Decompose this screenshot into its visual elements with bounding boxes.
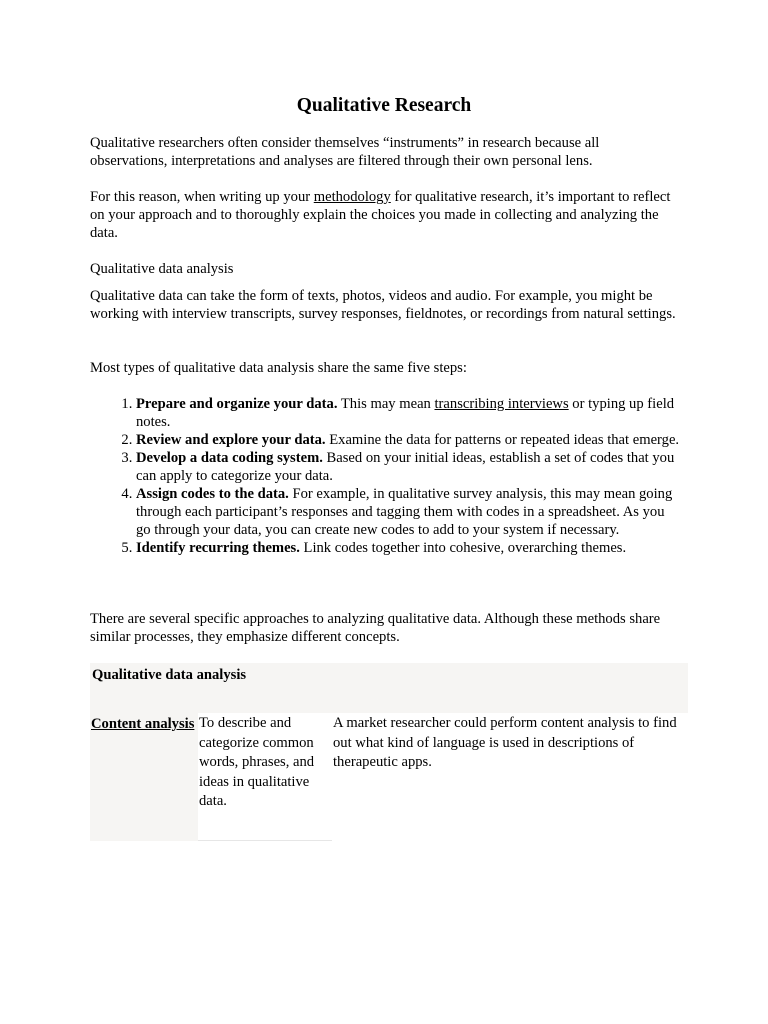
methodology-text-before: For this reason, when writing up your	[90, 189, 314, 205]
list-item	[136, 449, 680, 485]
step-title: Identify recurring themes.	[136, 540, 300, 556]
table-row	[90, 713, 688, 843]
example-cell: A market researcher could perform content analysis to find out what kind of language is used in descriptions of therapeutic apps.	[333, 715, 677, 770]
steps-intro: Most types of qualitative data analysis share the same five steps:	[90, 360, 467, 376]
step-text: Link codes together into cohesive, overarching themes.	[299, 540, 627, 556]
list-item	[136, 431, 680, 449]
methodology-paragraph	[90, 188, 680, 242]
approach-cell: Content analysis	[90, 713, 198, 841]
step-text: Based on your initial ideas, establish a set of codes that you can apply to categorize your data.	[136, 450, 675, 484]
step-title: Prepare and organize your data.	[136, 396, 338, 412]
list-item	[136, 395, 680, 431]
step-text: Examine the data for patterns or repeated ideas that emerge.	[325, 432, 680, 448]
data-forms-paragraph: Qualitative data can take the form of texts, photos, videos and audio. For example, you might be working with interview transcripts, survey responses, fieldnotes, or recordings from natural settings.	[90, 288, 676, 322]
step-text: or typing up field notes.	[136, 396, 675, 430]
step-title: Develop a data coding system.	[136, 450, 323, 466]
step-text: For example, in qualitative survey analysis, this may mean going through each participant’s responses and tagging them with codes in a spreadsheet. As you go through your data, you can create new codes to add to your system if necessary.	[136, 486, 673, 538]
description-cell: To describe and categorize common words, phrases, and ideas in qualitative data.	[198, 713, 332, 841]
table-header: Qualitative data analysis	[90, 663, 688, 713]
methodology-text-after: for qualitative research, it’s important to reflect on your approach and to thoroughly explain the choices you made in collecting and analyzing the data.	[90, 189, 671, 241]
section-heading: Qualitative data analysis	[90, 261, 234, 277]
methodology-link[interactable]: methodology	[313, 189, 391, 205]
intro-paragraph: Qualitative researchers often consider themselves “instruments” in research because all observations, interpretations and analyses are filtered through their own personal lens.	[90, 135, 600, 169]
approaches-paragraph: There are several specific approaches to analyzing qualitative data. Although these methods share similar processes, they emphasize different concepts.	[90, 611, 661, 645]
page-title: Qualitative Research	[296, 95, 472, 116]
list-item	[136, 485, 680, 539]
steps-list	[90, 395, 680, 557]
step-title: Review and explore your data.	[136, 432, 326, 448]
list-item	[136, 539, 680, 557]
step-text: This may mean	[337, 396, 435, 412]
step-title: Assign codes to the data.	[136, 486, 289, 502]
transcribing-interviews-link[interactable]: transcribing interviews	[434, 396, 569, 412]
analysis-table	[90, 663, 688, 843]
